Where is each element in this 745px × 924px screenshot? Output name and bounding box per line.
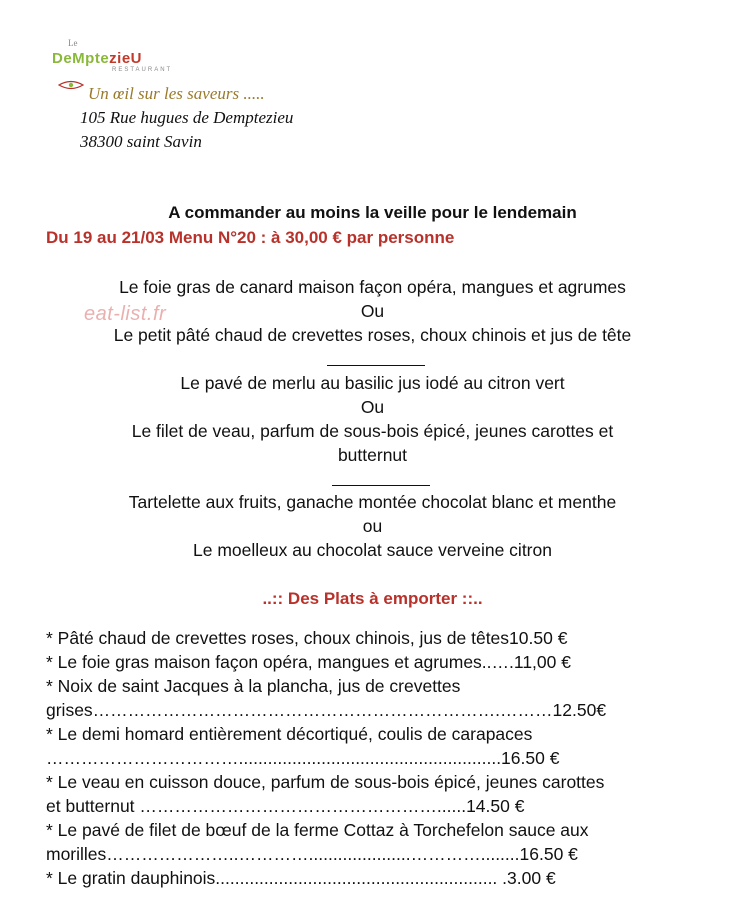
address-street: 105 Rue hugues de Demptezieu (80, 108, 294, 127)
menu-entree-1: Le foie gras de canard maison façon opéra, mangues et agrumes (119, 277, 626, 297)
watermark: eat-list.fr (84, 303, 167, 325)
menu-plat-2-line-1: Le filet de veau, parfum de sous-bois épicé, jeunes carottes et (131, 421, 614, 441)
menu-or-2: Ou (360, 397, 385, 417)
takeaway-line: * Le gratin dauphinois.......................................................... .3.00 € (46, 868, 556, 888)
takeaway-line: * Le pavé de filet de bœuf de la ferme Cottaz à Torchefelon sauce aux (46, 820, 589, 840)
restaurant-logo (52, 38, 192, 78)
menu-dessert-1: Tartelette aux fruits, ganache montée chocolat blanc et menthe (128, 492, 617, 512)
takeaway-line: * Le veau en cuisson douce, parfum de sous-bois épicé, jeunes carottes (46, 772, 605, 792)
takeaway-line: ……………………………......................................................16.50 € (46, 748, 560, 768)
address-city: 38300 saint Savin (80, 132, 202, 151)
takeaway-line: * Noix de saint Jacques à la plancha, jus de crevettes (46, 676, 461, 696)
takeaway-line: * Le foie gras maison façon opéra, mangues et agrumes..….11,00 € (46, 652, 571, 672)
takeaway-line: grises…………………………………………………………….………12.50€ (46, 700, 607, 720)
logo-subtitle: RESTAURANT (112, 67, 173, 73)
logo-le: Le (68, 38, 78, 48)
takeaway-title: ..:: Des Plats à emporter ::.. (262, 589, 483, 608)
order-notice: A commander au moins la veille pour le lendemain (168, 203, 577, 222)
takeaway-list (46, 626, 726, 890)
takeaway-line: et butternut ……………………………………………......14.50 € (46, 796, 525, 816)
eye-icon (58, 80, 84, 90)
divider (332, 485, 430, 486)
menu-plat-2-line-2: butternut (337, 445, 408, 465)
divider (327, 365, 425, 366)
takeaway-line: * Le demi homard entièrement décortiqué, coulis de carapaces (46, 724, 533, 744)
logo-name: DeMptezieU (52, 50, 143, 67)
menu-or-3: ou (362, 516, 383, 536)
menu-dessert-2: Le moelleux au chocolat sauce verveine citron (193, 540, 552, 560)
menu-plat-1: Le pavé de merlu au basilic jus iodé au citron vert (180, 373, 565, 393)
menu-or-1: Ou (360, 301, 385, 321)
takeaway-line: morilles…………………..………….....................…………........16.50 € (46, 844, 578, 864)
menu-title: Du 19 au 21/03 Menu N°20 : à 30,00 € par personne (46, 228, 455, 247)
takeaway-line: * Pâté chaud de crevettes roses, choux chinois, jus de têtes10.50 € (46, 628, 568, 648)
tagline: Un œil sur les saveurs ..... (88, 84, 265, 103)
menu-entree-2: Le petit pâté chaud de crevettes roses, choux chinois et jus de tête (113, 325, 632, 345)
